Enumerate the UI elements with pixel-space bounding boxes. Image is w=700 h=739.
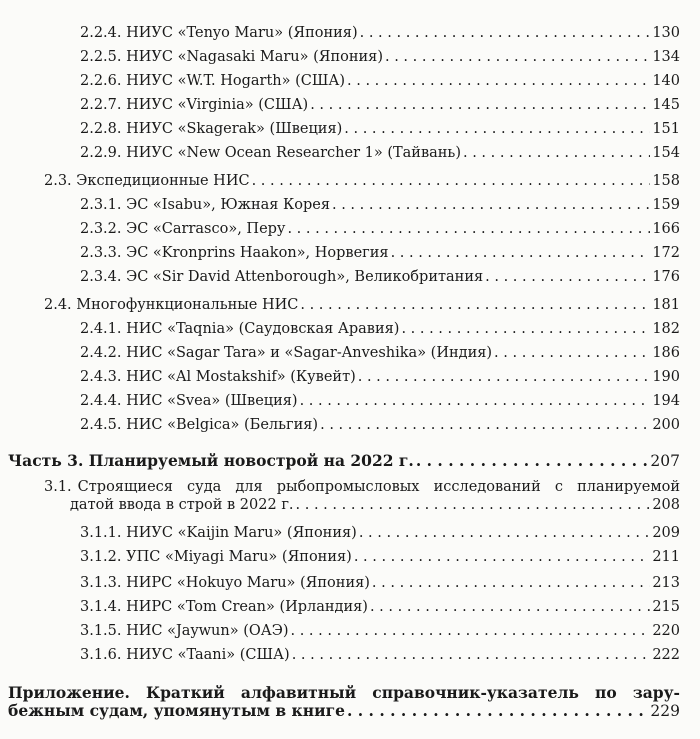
leader-dots (485, 268, 650, 286)
page-number: 207 (650, 452, 680, 470)
toc-entry-label: 2.4.5. НИС «Belgica» (Бельгия) (80, 417, 319, 433)
leader-dots (296, 496, 651, 514)
toc-entry[interactable] (80, 548, 680, 566)
toc-section-3-1[interactable] (44, 478, 680, 514)
toc-section-2-4[interactable] (44, 296, 680, 314)
leader-dots (391, 244, 651, 262)
toc-entry-label: Часть 3. Планируемый новострой на 2022 г. (8, 451, 414, 470)
toc-entry-label: 2.3.2. ЭС «Carrasco», Перу (80, 221, 286, 237)
toc-entry[interactable] (80, 368, 680, 386)
toc-entry[interactable] (80, 196, 680, 214)
toc-entry-label: 2.2.7. НИУС «Virginia» (США) (80, 97, 309, 113)
toc-entry-label: 2.3. Экспедиционные НИС (44, 173, 250, 189)
toc-entry-label: 2.2.6. НИУС «W.T. Hogarth» (США) (80, 73, 346, 89)
leader-dots (332, 196, 650, 214)
page-number: 172 (652, 245, 680, 261)
toc-entry[interactable] (80, 120, 680, 138)
leader-dots (401, 320, 650, 338)
toc-entry-label: 2.3.1. ЭС «Isabu», Южная Корея (80, 197, 330, 213)
toc-entry-label: 2.2.9. НИУС «New Ocean Researcher 1» (Тайвань) (80, 145, 461, 161)
toc-entry[interactable] (80, 268, 680, 286)
toc-entry[interactable] (80, 344, 680, 362)
page-number: 176 (652, 269, 680, 285)
toc-entry-label: 3.1.3. НИРС «Hokuyo Maru» (Япония) (80, 575, 370, 591)
toc-entry[interactable] (80, 48, 680, 66)
page-number: 134 (652, 49, 680, 65)
toc-entry-label-cont: бежным судам, упомянутым в книге (8, 701, 345, 720)
page-number: 182 (652, 321, 680, 337)
toc-section-3-1-line2 (70, 496, 680, 514)
toc-entry-label: 2.2.4. НИУС «Tenyo Maru» (Япония) (80, 25, 358, 41)
toc-entry[interactable] (80, 320, 680, 338)
toc-entry[interactable] (80, 416, 680, 434)
page-number: 130 (652, 25, 680, 41)
leader-dots (292, 646, 651, 664)
page-number: 181 (652, 297, 680, 313)
toc-entry-label-cont: датой ввода в строй в 2022 г. (70, 497, 294, 513)
toc-entry[interactable] (80, 524, 680, 542)
toc-section-2-3[interactable] (44, 172, 680, 190)
leader-dots (385, 48, 650, 66)
leader-dots (370, 598, 650, 616)
toc-entry[interactable] (80, 72, 680, 90)
toc-entry-label: 3.1.2. УПС «Miyagi Maru» (Япония) (80, 549, 352, 565)
leader-dots (291, 622, 651, 640)
page-number: 211 (652, 549, 680, 565)
page-number: 229 (650, 702, 680, 720)
toc-entry-label: 2.2.8. НИУС «Skagerak» (Швеция) (80, 121, 343, 137)
leader-dots (372, 574, 650, 592)
leader-dots (358, 368, 651, 386)
leader-dots (320, 416, 650, 434)
leader-dots (344, 120, 650, 138)
leader-dots (416, 452, 649, 470)
leader-dots (252, 172, 651, 190)
toc-entry-label: 3.1.6. НИУС «Taani» (США) (80, 647, 290, 663)
toc-entry[interactable] (80, 598, 680, 616)
page-number: 215 (652, 599, 680, 615)
toc-entry[interactable] (80, 144, 680, 162)
toc-entry-label: Строящиеся суда для рыбопромысловых исследований с планируемой (77, 479, 680, 495)
toc-entry-label: 2.4.4. НИС «Svea» (Швеция) (80, 393, 298, 409)
leader-dots (347, 72, 650, 90)
toc-entry[interactable] (80, 646, 680, 664)
page-number: 200 (652, 417, 680, 433)
page-number: 190 (652, 369, 680, 385)
page-number: 186 (652, 345, 680, 361)
toc-entry[interactable] (80, 244, 680, 262)
toc-entry[interactable] (80, 24, 680, 42)
toc-appendix-line1: Приложение. Краткий алфавитный справочник-указатель по зару- (8, 683, 680, 702)
toc-entry-label: 2.4.2. НИС «Sagar Tara» и «Sagar-Anveshika» (Индия) (80, 345, 493, 361)
toc-entry[interactable] (80, 220, 680, 238)
toc-entry[interactable] (80, 574, 680, 592)
leader-dots (300, 392, 651, 410)
toc-appendix-line2 (8, 702, 680, 720)
leader-dots (347, 702, 648, 720)
toc-entry-label: 2.3.4. ЭС «Sir David Attenborough», Великобритания (80, 269, 484, 285)
toc-entry-label: 3.1.5. НИС «Jaywun» (ОАЭ) (80, 623, 289, 639)
page-number: 209 (652, 525, 680, 541)
leader-dots (494, 344, 650, 362)
toc-part-3[interactable] (8, 452, 680, 470)
page-number: 220 (652, 623, 680, 639)
page-number: 222 (652, 647, 680, 663)
toc-section-3-1-line1 (44, 478, 680, 496)
page-number: 140 (652, 73, 680, 89)
page-number: 194 (652, 393, 680, 409)
toc-entry-label: 2.4. Многофункциональные НИС (44, 297, 299, 313)
page-number: 166 (652, 221, 680, 237)
toc-entry-label: 3.1.4. НИРС «Tom Crean» (Ирландия) (80, 599, 368, 615)
page-number: 154 (652, 145, 680, 161)
toc-entry-label: 3.1.1. НИУС «Kaijin Maru» (Япония) (80, 525, 357, 541)
leader-dots (359, 524, 651, 542)
leader-dots (354, 548, 651, 566)
toc-entry-label: 2.2.5. НИУС «Nagasaki Maru» (Япония) (80, 49, 383, 65)
page-number: 151 (652, 121, 680, 137)
section-number: 3.1. (44, 479, 72, 495)
toc-entry[interactable] (80, 392, 680, 410)
page-number: 159 (652, 197, 680, 213)
leader-dots (300, 296, 650, 314)
leader-dots (310, 96, 650, 114)
page-number: 213 (652, 575, 680, 591)
toc-entry-label: 2.4.1. НИС «Taqnia» (Саудовская Аравия) (80, 321, 400, 337)
toc-entry[interactable] (80, 622, 680, 640)
toc-appendix[interactable] (8, 684, 680, 720)
toc-entry-label: 2.4.3. НИС «Al Mostakshif» (Кувейт) (80, 369, 356, 385)
page-number: 145 (652, 97, 680, 113)
leader-dots (360, 24, 651, 42)
leader-dots (463, 144, 650, 162)
leader-dots (287, 220, 650, 238)
toc-entry-label: 2.3.3. ЭС «Kronprins Haakon», Норвегия (80, 245, 389, 261)
page-number: 158 (652, 173, 680, 189)
toc-entry[interactable] (80, 96, 680, 114)
page-number: 208 (652, 497, 680, 513)
